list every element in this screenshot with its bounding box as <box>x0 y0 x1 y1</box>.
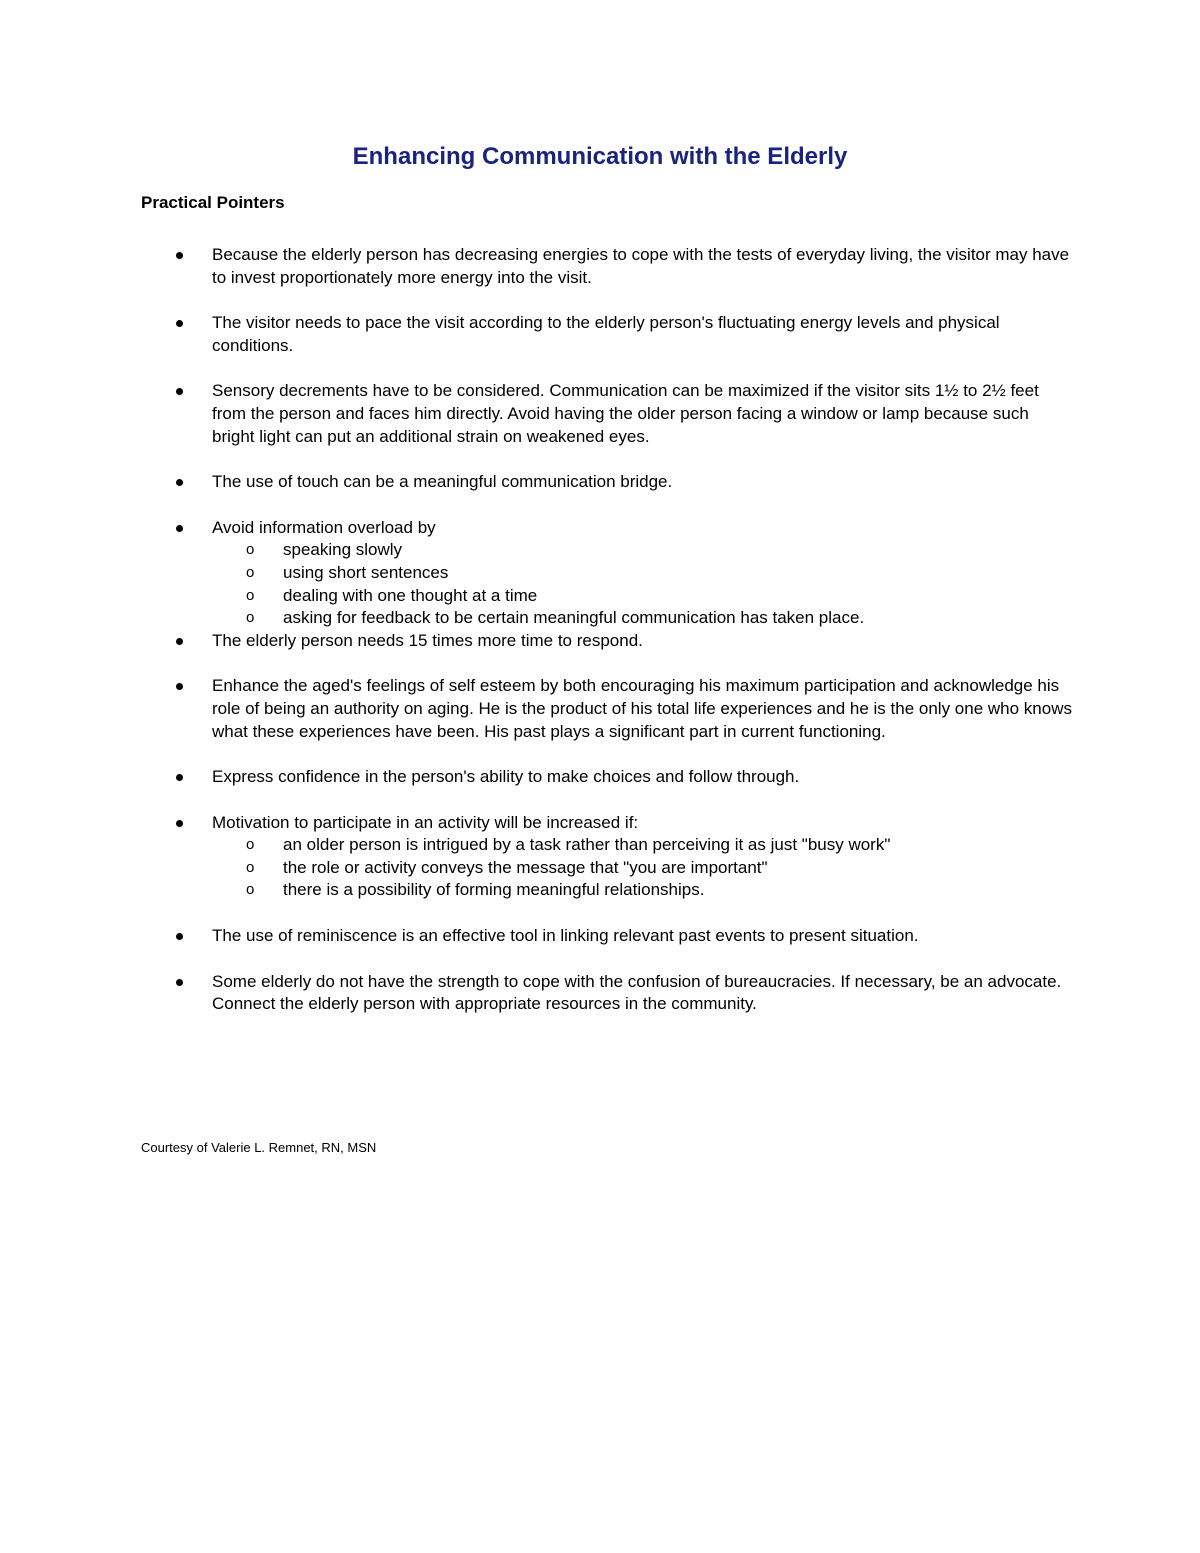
pointer-item <box>0 380 1072 448</box>
pointer-text: The use of touch can be a meaningful communication bridge. <box>212 472 673 492</box>
pointer-item <box>0 971 1072 1016</box>
sub-item-text: the role or activity conveys the message that "you are important" <box>283 857 768 877</box>
courtesy-credit: Courtesy of Valerie L. Remnet, RN, MSN <box>141 1140 377 1155</box>
pointer-text: Avoid information overload by <box>212 517 436 537</box>
pointer-text: Some elderly do not have the strength to cope with the confusion of bureaucracies. If necessary, be an advocate. Connect the elderly person with appropriate resources in the community. <box>212 971 1062 1014</box>
pointer-item <box>0 675 1072 743</box>
sub-item-text: using short sentences <box>283 562 449 582</box>
sub-list <box>212 834 1072 902</box>
pointer-item <box>0 925 1072 948</box>
sub-item-text: asking for feedback to be certain meaningful communication has taken place. <box>283 608 865 628</box>
bullet-dot-icon <box>176 252 183 259</box>
bullet-dot-icon <box>176 320 183 327</box>
sub-list <box>212 539 1072 629</box>
circle-bullet-icon: o <box>246 541 255 559</box>
circle-bullet-icon: o <box>246 563 255 581</box>
pointer-item <box>0 766 1072 789</box>
circle-bullet-icon: o <box>246 881 255 899</box>
sub-item-text: dealing with one thought at a time <box>283 585 538 605</box>
circle-bullet-icon: o <box>246 609 255 627</box>
pointer-item <box>0 812 1072 902</box>
pointer-text: Motivation to participate in an activity will be increased if: <box>212 812 639 832</box>
pointer-text: Sensory decrements have to be considered. Communication can be maximized if the visitor sits 1½ to 2½ feet from the person and faces him directly. Avoid having the older person facing a window or lamp because such bright light can put an additional strain on weakened eyes. <box>212 381 1039 446</box>
circle-bullet-icon: o <box>246 858 255 876</box>
pointer-item <box>0 244 1072 289</box>
pointers-list <box>0 244 1200 1039</box>
pointer-item <box>0 630 1072 653</box>
sub-list-item <box>0 562 1072 585</box>
sub-list-item <box>0 834 1072 857</box>
pointer-text: Enhance the aged's feelings of self esteem by both encouraging his maximum participation and acknowledge his role of being an authority on aging. He is the product of his total life experiences and he is the only one who knows what these experiences have been. His past plays a significant part in current functioning. <box>212 676 1072 741</box>
sub-item-text: speaking slowly <box>283 540 403 560</box>
bullet-dot-icon <box>176 683 183 690</box>
circle-bullet-icon: o <box>246 836 255 854</box>
section-heading: Practical Pointers <box>141 193 285 212</box>
pointer-text: The elderly person needs 15 times more time to respond. <box>212 630 643 650</box>
sub-list-item <box>0 585 1072 608</box>
bullet-dot-icon <box>176 933 183 940</box>
bullet-dot-icon <box>176 979 183 986</box>
sub-list-item <box>0 539 1072 562</box>
document-title: Enhancing Communication with the Elderly <box>352 143 848 170</box>
pointer-text: Express confidence in the person's ability to make choices and follow through. <box>212 767 800 787</box>
sub-list-item <box>0 607 1072 630</box>
pointer-text: The visitor needs to pace the visit according to the elderly person's fluctuating energy levels and physical conditions. <box>212 313 1000 355</box>
sub-item-text: an older person is intrigued by a task rather than perceiving it as just "busy work" <box>283 835 891 855</box>
pointer-text: The use of reminiscence is an effective tool in linking relevant past events to present situation. <box>212 926 919 946</box>
pointer-item <box>0 517 1072 630</box>
pointer-item <box>0 312 1072 357</box>
sub-list-item <box>0 879 1072 902</box>
circle-bullet-icon: o <box>246 586 255 604</box>
sub-list-item <box>0 857 1072 880</box>
bullet-dot-icon <box>176 525 183 532</box>
pointer-text: Because the elderly person has decreasing energies to cope with the tests of everyday living, the visitor may have to invest proportionately more energy into the visit. <box>212 245 1070 287</box>
sub-item-text: there is a possibility of forming meaningful relationships. <box>283 880 705 900</box>
bullet-dot-icon <box>176 638 183 645</box>
bullet-dot-icon <box>176 388 183 395</box>
bullet-dot-icon <box>176 820 183 827</box>
bullet-dot-icon <box>176 479 183 486</box>
pointer-item <box>0 471 1072 494</box>
bullet-dot-icon <box>176 774 183 781</box>
